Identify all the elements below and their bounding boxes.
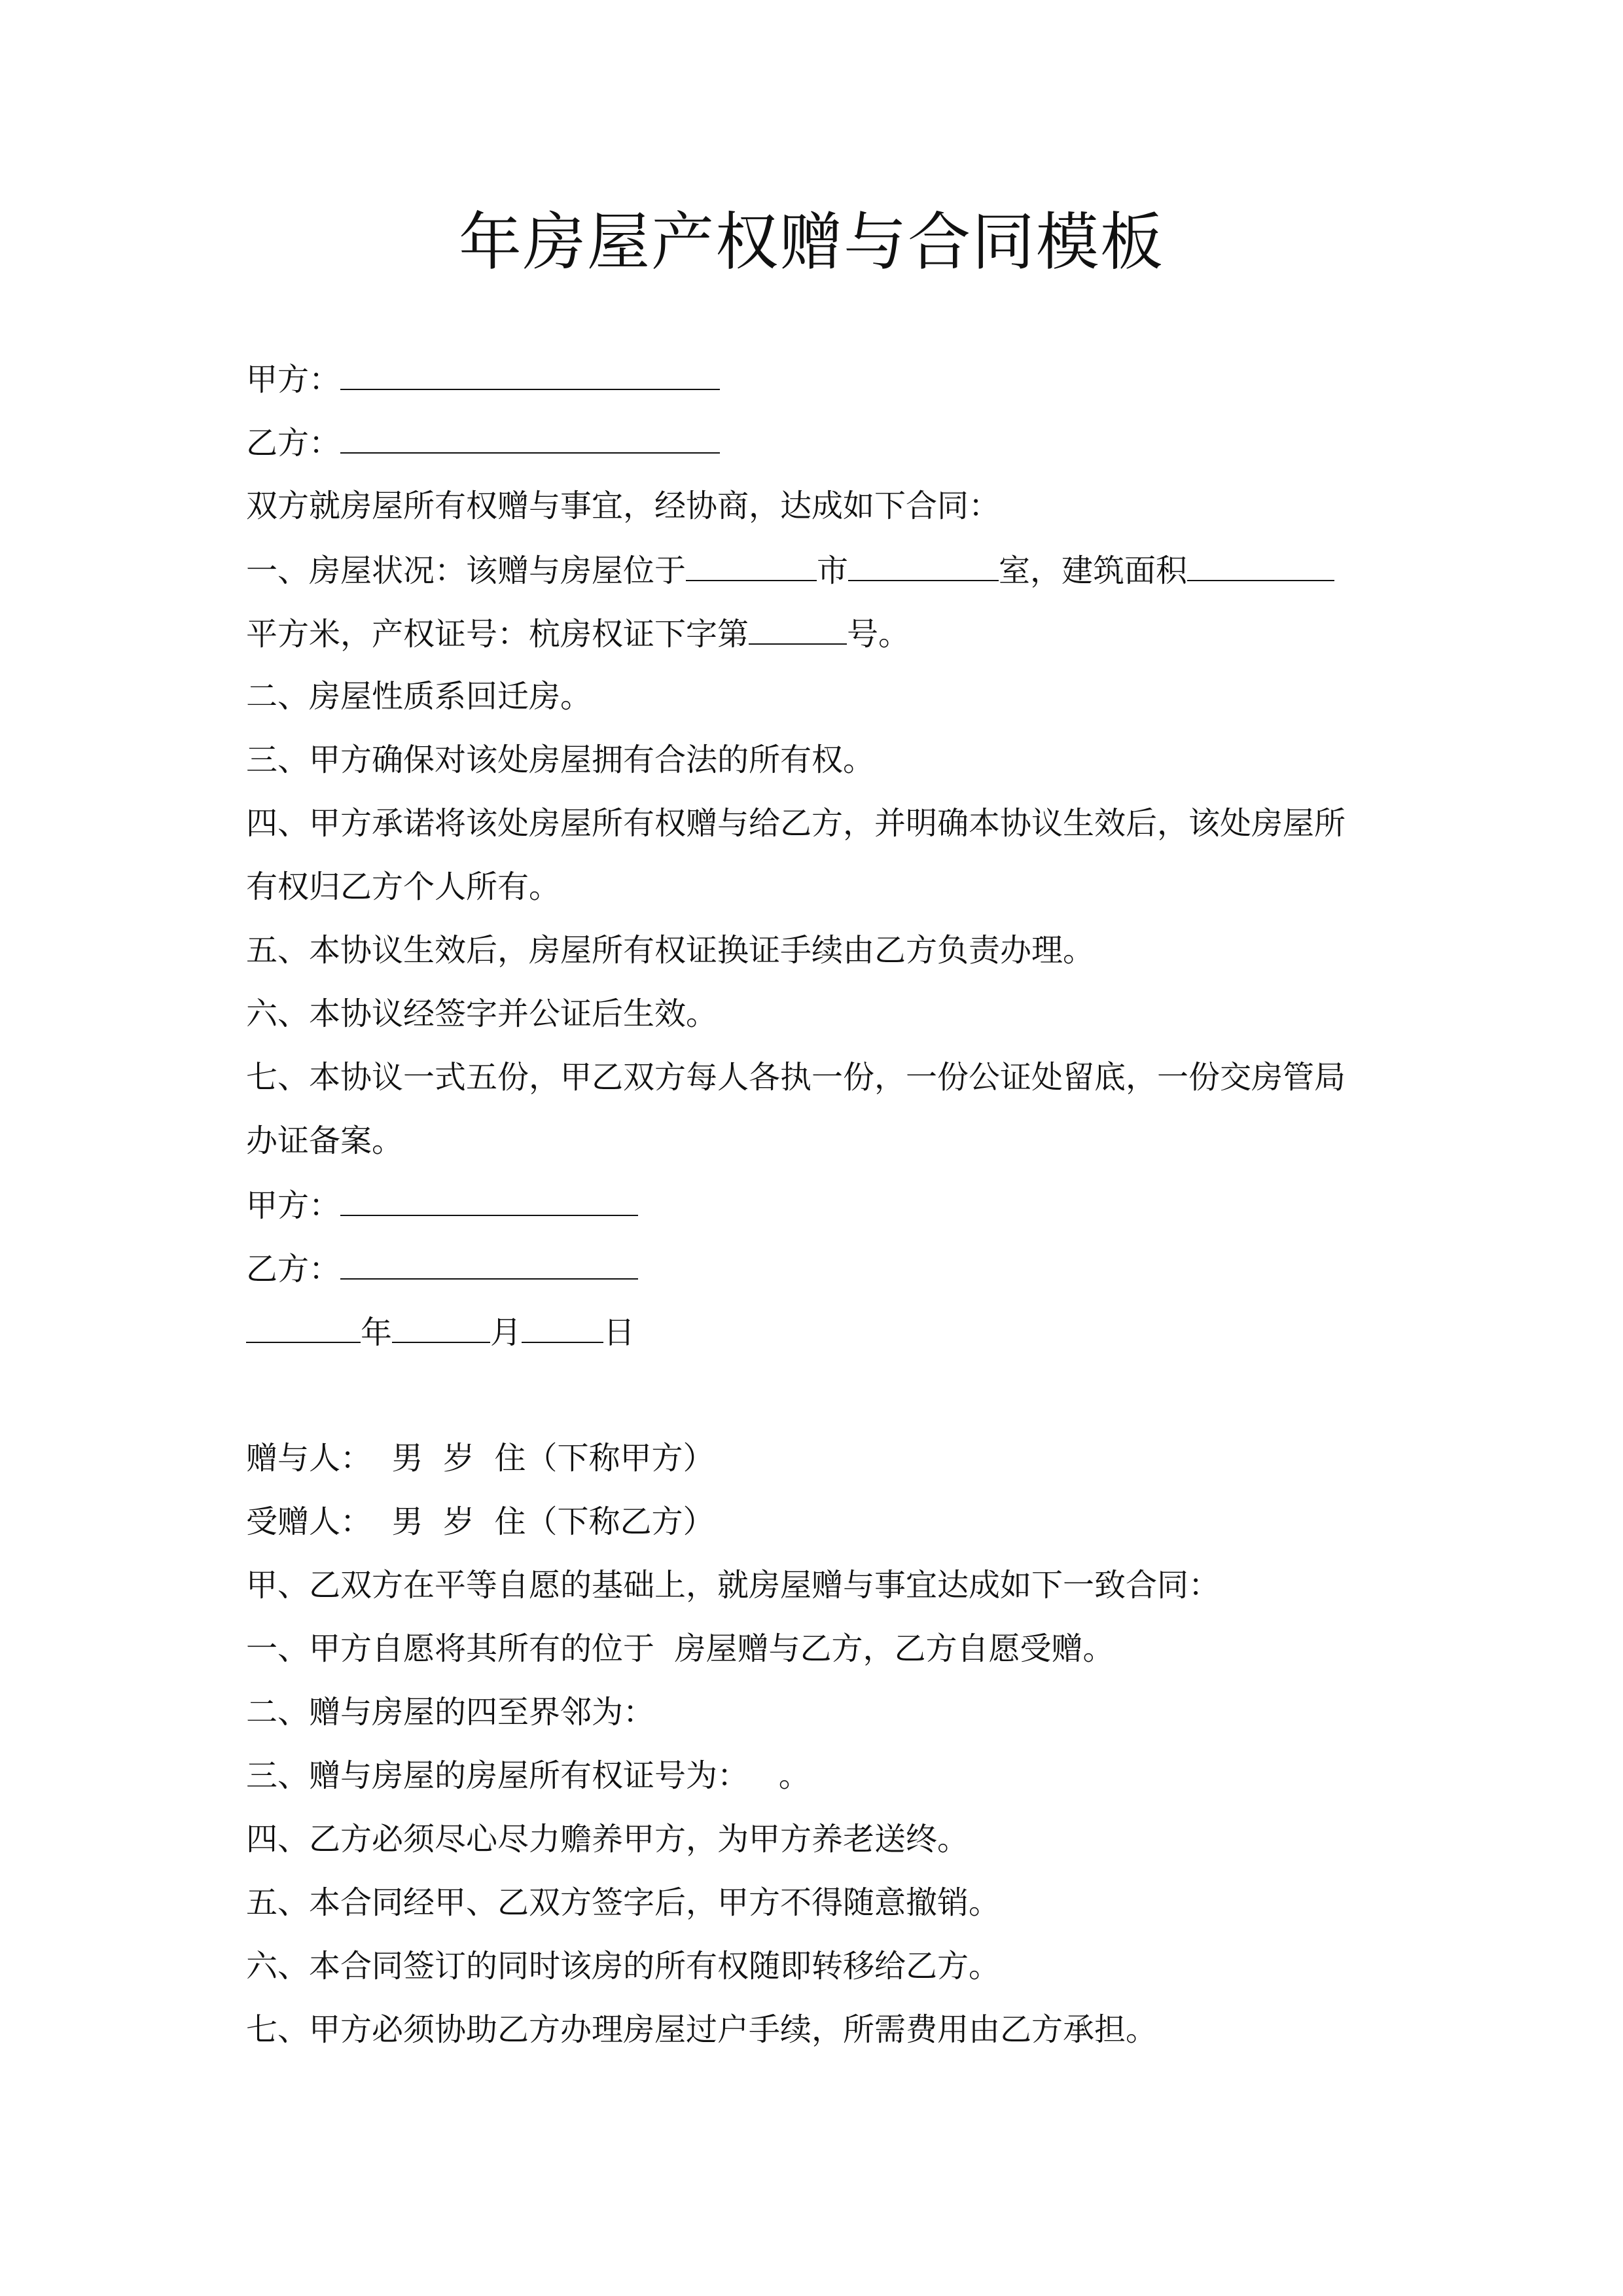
part2-clause-7: 七、甲方必须协助乙方办理房屋过户手续，所需费用由乙方承担。: [246, 2011, 1158, 2048]
clause-1-text-a: 一、房屋状况：该赠与房屋位于: [246, 552, 687, 589]
sign-a-label: 甲方：: [246, 1187, 341, 1224]
sign-b-label: 乙方：: [246, 1251, 341, 1287]
clause-5: 五、本协议生效后，房屋所有权证换证手续由乙方负责办理。: [246, 932, 1095, 969]
part2-clause-4: 四、乙方必须尽心尽力赡养甲方，为甲方养老送终。: [246, 1821, 969, 1857]
clause-3: 三、甲方确保对该处房屋拥有合法的所有权。: [246, 742, 875, 778]
part2-clause-3: 三、赠与房屋的房屋所有权证号为： 。: [246, 1757, 810, 1794]
clause-7-line-1: 七、本协议一式五份，甲乙双方每人各执一份，一份公证处留底，一份交房管局: [246, 1059, 1346, 1096]
party-b-label: 乙方：: [246, 425, 341, 461]
day-blank[interactable]: [522, 1312, 603, 1343]
document-title: 年房屋产权赠与合同模板: [459, 206, 1164, 279]
clause-1-text-c: 室，建筑面积: [999, 552, 1188, 589]
clause-1-text-b: 市: [817, 552, 849, 589]
party-b-line: [246, 422, 720, 463]
clause-6: 六、本协议经签字并公证后生效。: [246, 996, 718, 1032]
sign-a-line: [246, 1185, 638, 1225]
donor-line: 赠与人： 男 岁 住（下称甲方）: [246, 1440, 715, 1477]
month-label: 月: [490, 1314, 522, 1351]
day-label: 日: [603, 1314, 635, 1351]
city-blank[interactable]: [686, 550, 817, 581]
clause-2: 二、房屋性质系回迁房。: [246, 678, 592, 715]
date-line: [246, 1312, 635, 1352]
sign-a-blank[interactable]: [340, 1185, 638, 1216]
part2-clause-2: 二、赠与房屋的四至界邻为：: [246, 1694, 655, 1731]
clause-1-text-e: 号。: [847, 616, 910, 653]
party-b-blank[interactable]: [340, 422, 720, 454]
clause-1-line-2: [246, 613, 910, 654]
part2-intro: 甲、乙双方在平等自愿的基础上，就房屋赠与事宜达成如下一致合同：: [246, 1567, 1221, 1604]
sign-b-line: [246, 1248, 638, 1289]
area-blank[interactable]: [1187, 550, 1334, 581]
clause-1-text-d: 平方米，产权证号：杭房权证下字第: [246, 616, 749, 653]
clause-4-line-2: 有权归乙方个人所有。: [246, 869, 561, 905]
sign-b-blank[interactable]: [340, 1248, 638, 1280]
intro-line: 双方就房屋所有权赠与事宜，经协商，达成如下合同：: [246, 488, 1001, 524]
donee-line: 受赠人： 男 岁 住（下称乙方）: [246, 1503, 715, 1540]
clause-4-line-1: 四、甲方承诺将该处房屋所有权赠与给乙方，并明确本协议生效后，该处房屋所: [246, 805, 1346, 842]
certificate-number-blank[interactable]: [749, 613, 847, 645]
part2-clause-5: 五、本合同经甲、乙双方签字后，甲方不得随意撤销。: [246, 1884, 1001, 1921]
party-a-blank[interactable]: [340, 359, 720, 390]
part2-clause-6: 六、本合同签订的同时该房的所有权随即转移给乙方。: [246, 1948, 1001, 1984]
clause-7-line-2: 办证备案。: [246, 1122, 404, 1159]
month-blank[interactable]: [392, 1312, 490, 1343]
year-blank[interactable]: [246, 1312, 361, 1343]
party-a-label: 甲方：: [246, 361, 341, 398]
part2-clause-1: 一、甲方自愿将其所有的位于 房屋赠与乙方，乙方自愿受赠。: [246, 1630, 1115, 1667]
party-a-line: [246, 359, 720, 399]
room-blank[interactable]: [848, 550, 999, 581]
year-label: 年: [361, 1314, 393, 1351]
clause-1-line-1: [246, 550, 1334, 590]
